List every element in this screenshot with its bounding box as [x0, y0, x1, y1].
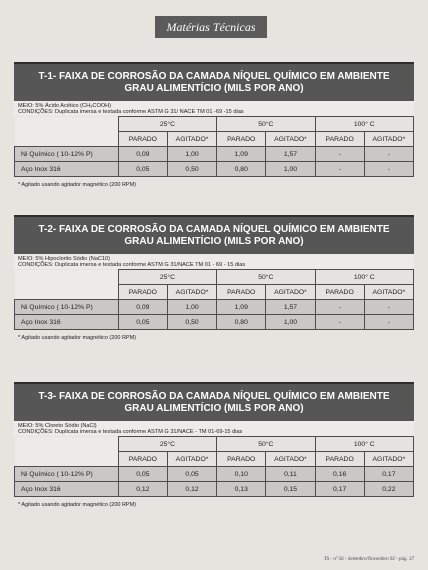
subheader: AGITADO* [167, 285, 216, 300]
row-label: Ni Químico ( 10-12% P) [15, 467, 119, 482]
cell: - [364, 300, 413, 315]
empty-corner [15, 285, 119, 300]
subheader: PARADO [315, 285, 364, 300]
table-note: * Agitado usando agitador magnético (200 RPM) [18, 502, 137, 508]
empty-corner [15, 452, 119, 467]
cell: 1,00 [167, 147, 216, 162]
subheader: AGITADO* [364, 132, 413, 147]
table-row [15, 147, 414, 162]
table-row [15, 162, 414, 177]
cell: 0,10 [217, 467, 266, 482]
cell: 0,12 [118, 482, 167, 497]
section-header: Matérias Técnicas [155, 16, 267, 38]
cell: 0,05 [118, 162, 167, 177]
subheader: AGITADO* [266, 452, 315, 467]
cell: 0,50 [167, 162, 216, 177]
cell: 0,11 [266, 467, 315, 482]
subheader: PARADO [118, 452, 167, 467]
cell: 0,15 [266, 482, 315, 497]
cell: 0,17 [364, 467, 413, 482]
condicoes-text: CONDIÇÕES: Duplicata imersa e testada conforme ASTM G 31/ NACE TM 01 -69 -15 dias [18, 109, 244, 115]
subheader: AGITADO* [364, 452, 413, 467]
table-row [15, 300, 414, 315]
subheader: PARADO [315, 132, 364, 147]
table-row [15, 482, 414, 497]
empty-corner [15, 437, 119, 452]
table-meta [14, 101, 414, 116]
temp-header: 25°C [118, 437, 216, 452]
corrosion-table [14, 116, 414, 177]
table-row [15, 315, 414, 330]
table-title: T-1- FAIXA DE CORROSÃO DA CAMADA NÍQUEL QUÍMICO EM AMBIENTE GRAU ALIMENTÍCIO (MILS POR ANO) [14, 62, 414, 101]
cell: 1,00 [266, 162, 315, 177]
cell: - [315, 162, 364, 177]
cell: 0,22 [364, 482, 413, 497]
subheader: PARADO [315, 452, 364, 467]
cell: 0,09 [118, 300, 167, 315]
cell: 0,05 [118, 315, 167, 330]
row-label: Ni Químico ( 10-12% P) [15, 300, 119, 315]
cell: 1,57 [266, 147, 315, 162]
subheader: AGITADO* [364, 285, 413, 300]
subheader: PARADO [118, 285, 167, 300]
cell: - [364, 147, 413, 162]
meio-text: MEIO: 5% Hipoclorito Sódio (NaC10) [18, 256, 111, 262]
condicoes-text: CONDIÇÕES: Duplicata imersa e testada conforme ASTM G 31/NACE TM 01 - 69 - 15 dias [18, 262, 246, 268]
cell: 0,50 [167, 315, 216, 330]
table-title: T-3- FAIXA DE CORROSÃO DA CAMADA NÍQUEL QUÍMICO EM AMBIENTE GRAU ALIMENTÍCIO (MILS POR ANO) [14, 382, 414, 421]
corrosion-table [14, 269, 414, 330]
cell: 0,80 [217, 162, 266, 177]
cell: - [364, 315, 413, 330]
subheader: AGITADO* [167, 452, 216, 467]
temp-header: 25°C [118, 270, 216, 285]
meio-text: MEIO: 5% Cloreto Sódio (NaCl) [18, 423, 97, 429]
temp-header: 100° C [315, 437, 413, 452]
cell: 0,09 [118, 147, 167, 162]
cell: - [315, 315, 364, 330]
table-block-3 [14, 382, 414, 508]
cell: 0,13 [217, 482, 266, 497]
table-row [15, 467, 414, 482]
table-meta [14, 421, 414, 436]
subheader: PARADO [217, 285, 266, 300]
empty-corner [15, 132, 119, 147]
temp-header: 100° C [315, 117, 413, 132]
table-meta [14, 254, 414, 269]
row-label: Aço Inox 316 [15, 315, 119, 330]
table-note: * Agitado usando agitador magnético (200 RPM) [18, 335, 137, 341]
empty-corner [15, 117, 119, 132]
cell: - [315, 300, 364, 315]
temp-header: 50°C [217, 437, 315, 452]
subheader: PARADO [118, 132, 167, 147]
temp-header: 50°C [217, 117, 315, 132]
cell: 0,16 [315, 467, 364, 482]
cell: 0,05 [167, 467, 216, 482]
cell: 0,80 [217, 315, 266, 330]
empty-corner [15, 270, 119, 285]
cell: - [315, 147, 364, 162]
subheader: AGITADO* [167, 132, 216, 147]
table-block-2 [14, 215, 414, 341]
subheader: PARADO [217, 132, 266, 147]
subheader: PARADO [217, 452, 266, 467]
cell: 1,09 [217, 300, 266, 315]
row-label: Aço Inox 316 [15, 162, 119, 177]
row-label: Aço Inox 316 [15, 482, 119, 497]
cell: 0,05 [118, 467, 167, 482]
cell: 0,17 [315, 482, 364, 497]
subheader: AGITADO* [266, 132, 315, 147]
table-note: * Agitado usando agitador magnético (200 RPM) [18, 182, 137, 188]
temp-header: 25°C [118, 117, 216, 132]
cell: 1,57 [266, 300, 315, 315]
cell: 0,12 [167, 482, 216, 497]
cell: 1,00 [266, 315, 315, 330]
temp-header: 100° C [315, 270, 413, 285]
table-title: T-2- FAIXA DE CORROSÃO DA CAMADA NÍQUEL QUÍMICO EM AMBIENTE GRAU ALIMENTÍCIO (MILS POR ANO) [14, 215, 414, 254]
temp-header: 50°C [217, 270, 315, 285]
page-footer: TS - nº 56 - Setembro/Novembro 92 - pág. 37 [323, 557, 414, 562]
table-block-1 [14, 62, 414, 188]
subheader: AGITADO* [266, 285, 315, 300]
cell: 1,00 [167, 300, 216, 315]
corrosion-table [14, 436, 414, 497]
condicoes-text: CONDIÇÕES: Duplicata imersa e testada conforme ASTM G 31/NACE - TM 01-69-15 dias [18, 429, 243, 435]
meio-text: MEIO: 5% Ácido Acético (CH₃COOH) [18, 103, 112, 109]
row-label: Ni Químico ( 10-12% P) [15, 147, 119, 162]
cell: - [364, 162, 413, 177]
cell: 1,09 [217, 147, 266, 162]
